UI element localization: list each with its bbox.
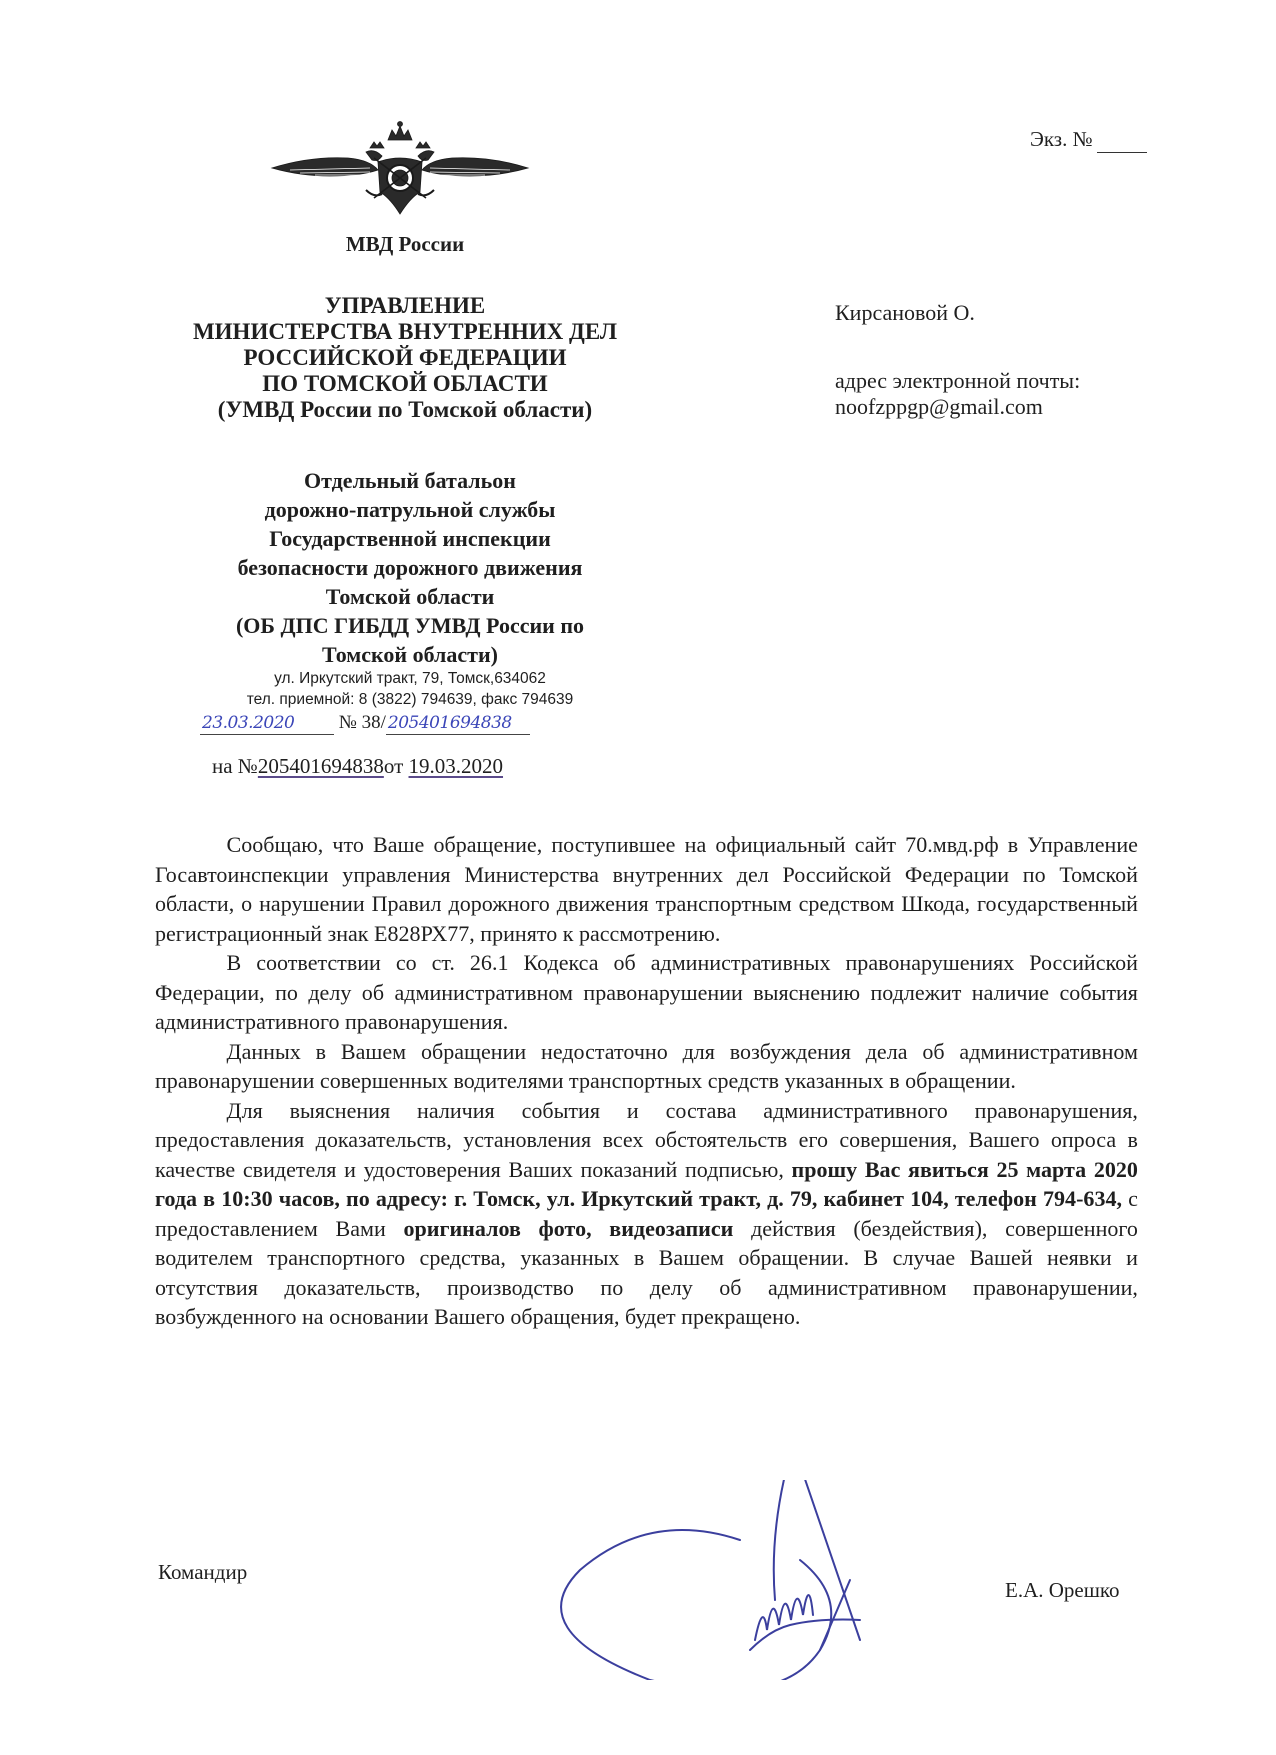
reply-to-from: от [383,754,404,778]
body-text: Для выяснения наличия события и состава административного правонарушения, предоставления доказательств, установления всех обстоятельств его совершения, Вашего опроса в качестве свидетеля и удостоверения Ваших показаний подписью, [155,1097,1138,1182]
department-line: УПРАВЛЕНИЕ [324,293,486,318]
body-text: действия (бездействия), совершенного водителем транспортного средства, указанных в Вашем обращении. В случае Вашей неявки и отсутствия доказательств, производство по делу об административном правонарушении, возбужденного на основании Вашего обращения, будет прекращено. [155,1215,1138,1329]
body-paragraph: Сообщаю, что Ваше обращение, поступившее на официальный сайт 70.мвд.рф в Управление Госавтоинспекции управления Министерства внутренних дел Российской Федерации по Томской области, о нарушении Правил дорожного движения транспортным средством Шкода, государственный регистрационный знак Е828РХ77, принято к рассмотрению. [155,832,1138,946]
unit-line: Томской области) [322,642,498,667]
department-block [150,293,660,423]
reply-to-prefix: на № [212,754,258,778]
unit-line: (ОБ ДПС ГИБДД УМВД России по [235,613,585,638]
department-line: (УМВД России по Томской области) [217,397,593,422]
unit-line: Отдельный батальон [304,468,516,493]
unit-line: Государственной инспекции [269,526,551,551]
outgoing-number-prefix: № 38/ [338,712,386,733]
department-line: МИНИСТЕРСТВА ВНУТРЕННИХ ДЕЛ [192,319,618,344]
outgoing-date: 23.03.2020 [202,713,295,733]
outgoing-number-field [386,712,530,735]
unit-line: дорожно-патрульной службы [264,497,556,522]
department-line: РОССИЙСКОЙ ФЕДЕРАЦИИ [243,345,567,370]
recipient-name: Кирсановой О. [835,300,975,325]
reply-to-number: 205401694838 [257,754,384,778]
copy-number-label: Экз. № [1030,127,1093,151]
reply-to-line [212,754,632,779]
contact-block [175,668,645,710]
registration-line [200,712,620,740]
reply-to-date: 19.03.2020 [408,754,504,778]
unit-block [175,466,645,669]
required-evidence: оригиналов фото, видеозаписи [403,1215,734,1241]
body-paragraph: Данных в Вашем обращении недостаточно для возбуждения дела об административном правонарушении совершенных водителями транспортных средств указанных в обращении. [155,1038,1138,1093]
body-paragraph: В соответствии со ст. 26.1 Кодекса об административных правонарушениях Российской Федерации, по делу об административном правонарушении выяснению подлежит наличие события административного правонарушения. [155,950,1138,1034]
appointment-details: прошу Вас явиться 25 марта 2020 года в 10:30 часов, по адресу: г. Томск, ул. Иркутский тракт, д. 79, кабинет 104, телефон 794-634, [155,1156,1138,1211]
copy-number [1030,127,1147,153]
unit-line: Томской области [325,584,495,609]
body-text: с предоставлением Вами [155,1186,1138,1241]
signatory-title: Командир [158,1560,248,1584]
unit-line: безопасности дорожного движения [237,555,583,580]
outgoing-number: 205401694838 [387,713,512,733]
mvd-emblem-icon [270,118,530,223]
body-paragraph [155,1096,1138,1332]
copy-number-blank [1097,127,1147,153]
email-label: адрес электронной почты: [835,368,1081,393]
address: ул. Иркутский тракт, 79, Томск,634062 [274,670,546,687]
email-value: noofzppgp@gmail.com [835,394,1043,419]
letter-body [155,830,1138,1332]
phones: тел. приемной: 8 (3822) 794639, факс 794639 [246,691,574,708]
department-line: ПО ТОМСКОЙ ОБЛАСТИ [262,371,548,396]
outgoing-date-field [200,712,334,735]
signatory-name: Е.А. Орешко [1005,1578,1120,1602]
ministry-title: МВД России [345,232,465,256]
